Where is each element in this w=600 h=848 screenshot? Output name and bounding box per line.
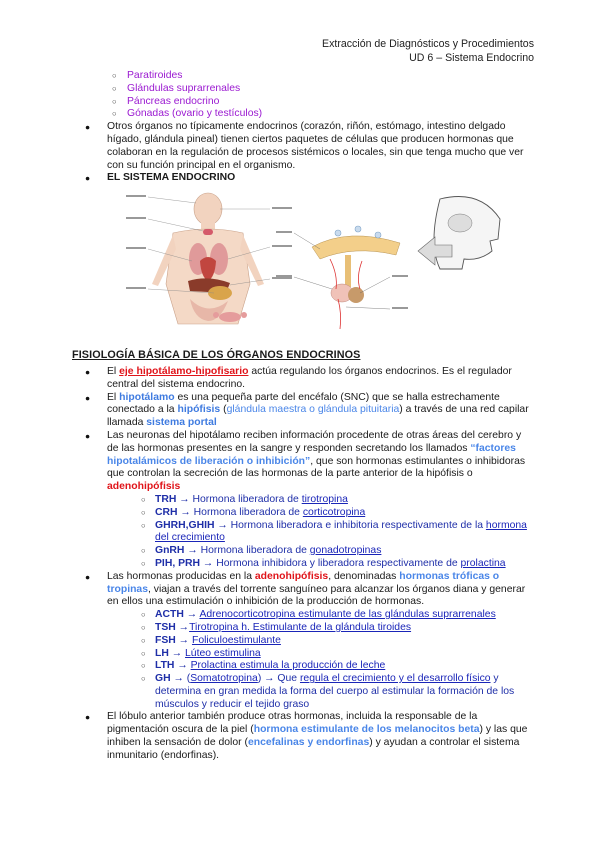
list-item xyxy=(80,430,530,571)
text: ) a través de una red capilar llamada xyxy=(107,404,529,429)
axis-term: eje hipotálamo-hipofisario xyxy=(119,365,249,377)
section-title: FISIOLOGÍA BÁSICA DE LOS ÓRGANOS ENDOCRINOS xyxy=(72,349,361,362)
other-organs-item: ● Otros órganos no típicamente endocrinos (corazón, riñón, estómago, intestino delgado hígado, glándula pineal) tienen ciertos paquetes de células que producen hormonas que colaboran en la regulación de procesos sistémicos o locales, sin que tenga mucho que ver con su función principal en el organismo. xyxy=(80,121,530,172)
tropin-item xyxy=(155,673,530,711)
hormone-code: ACTH xyxy=(155,609,184,621)
tropin-item xyxy=(155,660,530,673)
factor-item xyxy=(155,558,530,571)
text: → Hormona liberadora de xyxy=(176,493,302,505)
list-item: ○ Gónadas (ovario y testículos) xyxy=(127,108,530,121)
endorphins-term: encefalinas y endorfinas xyxy=(247,737,370,749)
tropins-term: hormonas tróficas o tropinas xyxy=(107,570,500,595)
hormone-link[interactable]: Lúteo estimulina xyxy=(185,647,261,659)
text: ) y ayudan a controlar el sistema inmunitario (endorfinas). xyxy=(107,737,520,761)
gland-term: glándula maestra o glándula pituitaria xyxy=(226,404,400,416)
text: y determina en gran medida la forma del cuerpo al estimular la formación de los músculos y reducir el tejido graso xyxy=(155,673,515,710)
text: El xyxy=(107,391,120,403)
adenohypophysis-term: adenohipófisis xyxy=(107,481,181,493)
system-title: ● EL SISTEMA ENDOCRINO xyxy=(80,172,530,185)
list-item xyxy=(80,392,530,430)
hormone-code: LTH xyxy=(155,660,175,672)
hormone-code: GHRH,GHIH xyxy=(155,519,215,531)
tropin-list xyxy=(107,609,530,711)
hormone-link[interactable]: gonadotropinas xyxy=(309,545,382,557)
text: Las neuronas del hipotálamo reciben información procedente de otras áreas del cerebro y de las hormonas presentes en la sangre y responden secretando los llamados xyxy=(107,429,522,454)
page-header xyxy=(322,38,534,65)
text: es una pequeña parte del encéfalo (SNC) que se halla estrechamente conectado a la xyxy=(107,391,500,416)
list-item: ○ Páncreas endocrino xyxy=(127,96,530,109)
text: El lóbulo anterior también produce otras hormonas, incluida la responsable de la pigmentación oscura de la piel ( xyxy=(107,711,478,736)
hormone-code: CRH xyxy=(155,506,178,518)
endocrine-illustration xyxy=(80,189,530,339)
tropin-item xyxy=(155,648,530,661)
hormone-code: LH xyxy=(155,647,169,659)
factor-item xyxy=(155,494,530,507)
hormone-code: TSH xyxy=(155,621,176,633)
text: , viajan a través del torrente sanguíneo para alcanzar los órganos diana y generar en ellos una estimulación o inhibición de la producción de hormonas. xyxy=(107,583,526,608)
header-unit: UD 6 – Sistema Endocrino xyxy=(409,51,534,64)
list-item: ○ Glándulas suprarrenales xyxy=(127,83,530,96)
hormone-link[interactable]: Prolactina estimula la producción de leche xyxy=(190,660,386,672)
hormone-code: GnRH xyxy=(155,545,185,557)
hypophysis-term: hipófisis xyxy=(177,404,221,416)
portal-term: sistema portal xyxy=(146,417,217,429)
text: ) → Que xyxy=(257,673,300,685)
tropin-item xyxy=(155,635,530,648)
factor-item xyxy=(155,545,530,558)
text: , denominadas xyxy=(328,570,400,582)
text: → Hormona liberadora e inhibitoria respectivamente de la xyxy=(214,519,486,531)
text: → ( xyxy=(170,673,191,685)
text: , que son hormonas estimulantes o inhibidoras que controlan la secreción de las hormonas de la parte anterior de la hipófisis o xyxy=(107,455,526,480)
hormone-code: TRH xyxy=(155,493,177,505)
header-course: Extracción de Diagnósticos y Procedimientos xyxy=(322,38,534,50)
arrow: → xyxy=(175,621,190,633)
arrow: → xyxy=(174,660,191,672)
tropin-item xyxy=(155,622,530,635)
hormone-link[interactable]: Tirotropina h. Estimulante de la glándula tiroides xyxy=(189,621,412,633)
list-item xyxy=(80,711,530,762)
hormone-link[interactable]: Adrenocorticotropina estimulante de las glándulas suprarrenales xyxy=(199,609,496,621)
hypothalamus-term: hipotálamo xyxy=(119,391,175,403)
melanocyte-term: hormona estimulante de los melanocitos beta xyxy=(253,724,480,736)
text: → Hormona liberadora de xyxy=(184,545,310,557)
gland-list xyxy=(80,70,530,121)
text: El xyxy=(107,365,120,377)
text: Las hormonas producidas en la xyxy=(107,570,255,582)
list-item xyxy=(80,366,530,392)
factors-term: “factores hipotalámicos de liberación o inhibición” xyxy=(107,442,516,467)
hormone-code: GH xyxy=(155,673,171,685)
text: actúa regulando los órganos endocrinos. Es el regulador central del sistema endocrino. xyxy=(107,365,512,390)
text: → Hormona inhibidora y liberadora respectivamente de xyxy=(200,557,461,569)
factor-list xyxy=(107,494,530,571)
text: → Hormona liberadora de xyxy=(177,506,303,518)
hormone-code: PIH, PRH xyxy=(155,557,201,569)
hormone-link[interactable]: Foliculoestimulante xyxy=(191,634,281,646)
factor-item xyxy=(155,507,530,520)
intro-list xyxy=(80,121,530,185)
list-item xyxy=(80,571,530,712)
tropin-item xyxy=(155,609,530,622)
hormone-link[interactable]: hormona del crecimiento xyxy=(155,519,527,544)
hormone-link[interactable]: regula el crecimiento y el desarrollo físico xyxy=(299,673,491,685)
hormone-link[interactable]: tirotropina xyxy=(301,493,348,505)
hormone-link[interactable]: Somatotropina xyxy=(190,673,258,685)
arrow: → xyxy=(168,647,186,659)
factor-item xyxy=(155,520,530,546)
arrow: → xyxy=(183,609,200,621)
text: ) y las que inhiben la sensación de dolor ( xyxy=(107,724,528,749)
hormone-code: FSH xyxy=(155,634,176,646)
hormone-link[interactable]: corticotropina xyxy=(302,506,366,518)
list-item: ○ Paratiroides xyxy=(127,70,530,83)
arrow: → xyxy=(175,634,192,646)
physiology-list xyxy=(80,366,530,763)
hormone-link[interactable]: prolactina xyxy=(460,557,506,569)
document-body xyxy=(72,70,530,763)
text: ( xyxy=(220,404,227,416)
adenohypophysis-term: adenohipófisis xyxy=(254,570,329,582)
endocrine-figure xyxy=(80,189,530,339)
